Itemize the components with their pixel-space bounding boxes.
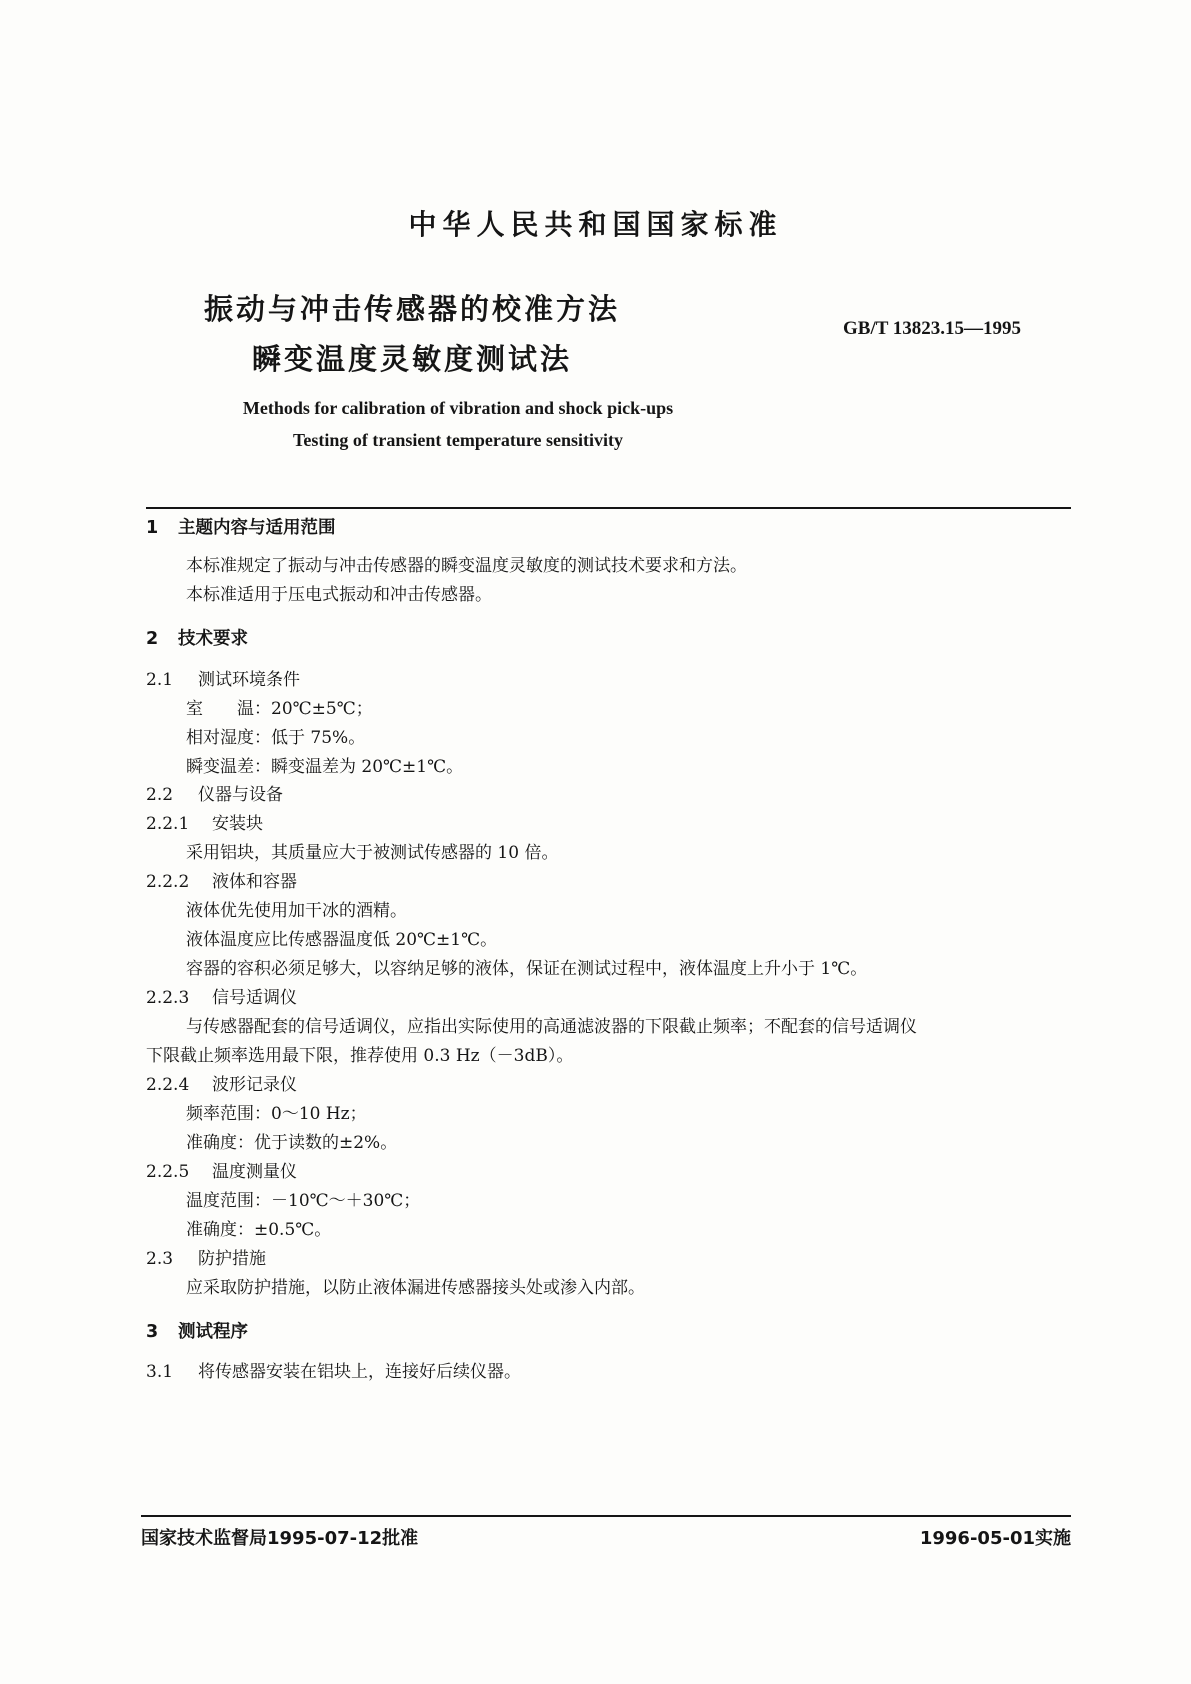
paragraph-line xyxy=(186,756,463,778)
line-text: 室 温：20℃±5℃； xyxy=(186,699,373,719)
paragraph-line xyxy=(186,584,492,606)
standard-number: GB/T 13823.15—1995 xyxy=(843,318,1022,339)
chinese-title-line-1: 振动与冲击传感器的校准方法 xyxy=(203,292,620,326)
line-text: 与传感器配套的信号适调仪，应指出实际使用的高通滤波器的下限截止频率；不配套的信号适调仪 xyxy=(186,1017,917,1037)
section-number: 2.2.3 xyxy=(146,988,190,1008)
section-number: 2.2.1 xyxy=(146,814,190,834)
paragraph-line xyxy=(186,1132,397,1154)
paragraph-line xyxy=(186,727,365,749)
section-number: 2.2.5 xyxy=(146,1162,190,1182)
subsection-heading xyxy=(146,669,300,691)
national-standard-title: 中华人民共和国国家标准 xyxy=(408,208,783,241)
line-text: 仪器与设备 xyxy=(198,785,283,805)
line-text: 液体温度应比传感器温度低 20℃±1℃。 xyxy=(186,930,498,950)
english-title-line-2: Testing of transient temperature sensitivity xyxy=(293,430,623,450)
section-heading xyxy=(146,1321,248,1343)
line-text: 准确度：优于读数的±2%。 xyxy=(186,1133,398,1153)
section-number: 2.1 xyxy=(146,670,174,690)
line-text: 将传感器安装在铝块上，连接好后续仪器。 xyxy=(198,1362,521,1382)
paragraph-line xyxy=(186,958,867,980)
section-heading xyxy=(146,517,336,539)
line-text: 防护措施 xyxy=(198,1249,266,1269)
subsection-heading xyxy=(146,1361,521,1383)
paragraph-line xyxy=(186,842,558,864)
section-heading xyxy=(146,628,248,650)
subsection-heading xyxy=(146,871,297,893)
section-number: 2.2 xyxy=(146,785,174,805)
subsection-heading xyxy=(146,813,263,835)
subsection-heading xyxy=(146,987,297,1009)
section-number: 1 xyxy=(146,518,159,538)
paragraph-line xyxy=(186,1016,917,1038)
line-text: 相对湿度：低于 75%。 xyxy=(186,728,366,748)
paragraph-line xyxy=(186,929,497,951)
line-text: 应采取防护措施，以防止液体漏进传感器接头处或渗入内部。 xyxy=(186,1278,645,1298)
line-text: 信号适调仪 xyxy=(212,988,297,1008)
chinese-title-line-2: 瞬变温度灵敏度测试法 xyxy=(251,342,572,376)
line-text: 安装块 xyxy=(212,814,263,834)
paragraph-line xyxy=(186,900,407,922)
paragraph-line xyxy=(186,698,373,720)
line-text: 准确度：±0.5℃。 xyxy=(186,1220,332,1240)
subsection-heading xyxy=(146,1161,297,1183)
line-text: 采用铝块，其质量应大于被测试传感器的 10 倍。 xyxy=(186,843,559,863)
line-text: 容器的容积必须足够大，以容纳足够的液体，保证在测试过程中，液体温度上升小于 1℃。 xyxy=(186,959,868,979)
section-number: 2.2.4 xyxy=(146,1075,190,1095)
approval-date: 国家技术监督局1995-07-12批准 xyxy=(141,1528,419,1549)
subsection-heading xyxy=(146,1248,266,1270)
subsection-heading xyxy=(146,1074,297,1096)
subsection-heading xyxy=(146,784,283,806)
section-number: 2 xyxy=(146,629,159,649)
line-text: 本标准规定了振动与冲击传感器的瞬变温度灵敏度的测试技术要求和方法。 xyxy=(186,556,747,576)
line-text: 频率范围：0～10 Hz； xyxy=(186,1104,367,1124)
section-number: 3 xyxy=(146,1322,159,1342)
line-text: 测试程序 xyxy=(178,1322,248,1342)
line-text: 波形记录仪 xyxy=(212,1075,297,1095)
line-text: 本标准适用于压电式振动和冲击传感器。 xyxy=(186,585,492,605)
section-number: 3.1 xyxy=(146,1362,174,1382)
paragraph-line xyxy=(186,555,747,577)
section-number: 2.3 xyxy=(146,1249,174,1269)
line-text: 测试环境条件 xyxy=(198,670,300,690)
line-text: 温度测量仪 xyxy=(212,1162,297,1182)
line-text: 液体和容器 xyxy=(212,872,297,892)
footer-divider xyxy=(141,1515,1071,1517)
paragraph-line xyxy=(186,1219,331,1241)
paragraph-line xyxy=(186,1277,645,1299)
line-text: 技术要求 xyxy=(178,629,248,649)
line-text: 下限截止频率选用最下限，推荐使用 0.3 Hz（－3dB）。 xyxy=(146,1046,574,1066)
line-text: 温度范围：－10℃～＋30℃； xyxy=(186,1191,421,1211)
line-text: 瞬变温差：瞬变温差为 20℃±1℃。 xyxy=(186,757,464,777)
implementation-date: 1996-05-01实施 xyxy=(919,1528,1071,1549)
paragraph-line xyxy=(186,1190,420,1212)
paragraph-line xyxy=(146,1045,573,1067)
paragraph-line xyxy=(186,1103,367,1125)
line-text: 主题内容与适用范围 xyxy=(178,518,336,538)
header-divider xyxy=(146,507,1071,509)
english-title-line-1: Methods for calibration of vibration and shock pick-ups xyxy=(242,398,674,418)
line-text: 液体优先使用加干冰的酒精。 xyxy=(186,901,407,921)
section-number: 2.2.2 xyxy=(146,872,190,892)
